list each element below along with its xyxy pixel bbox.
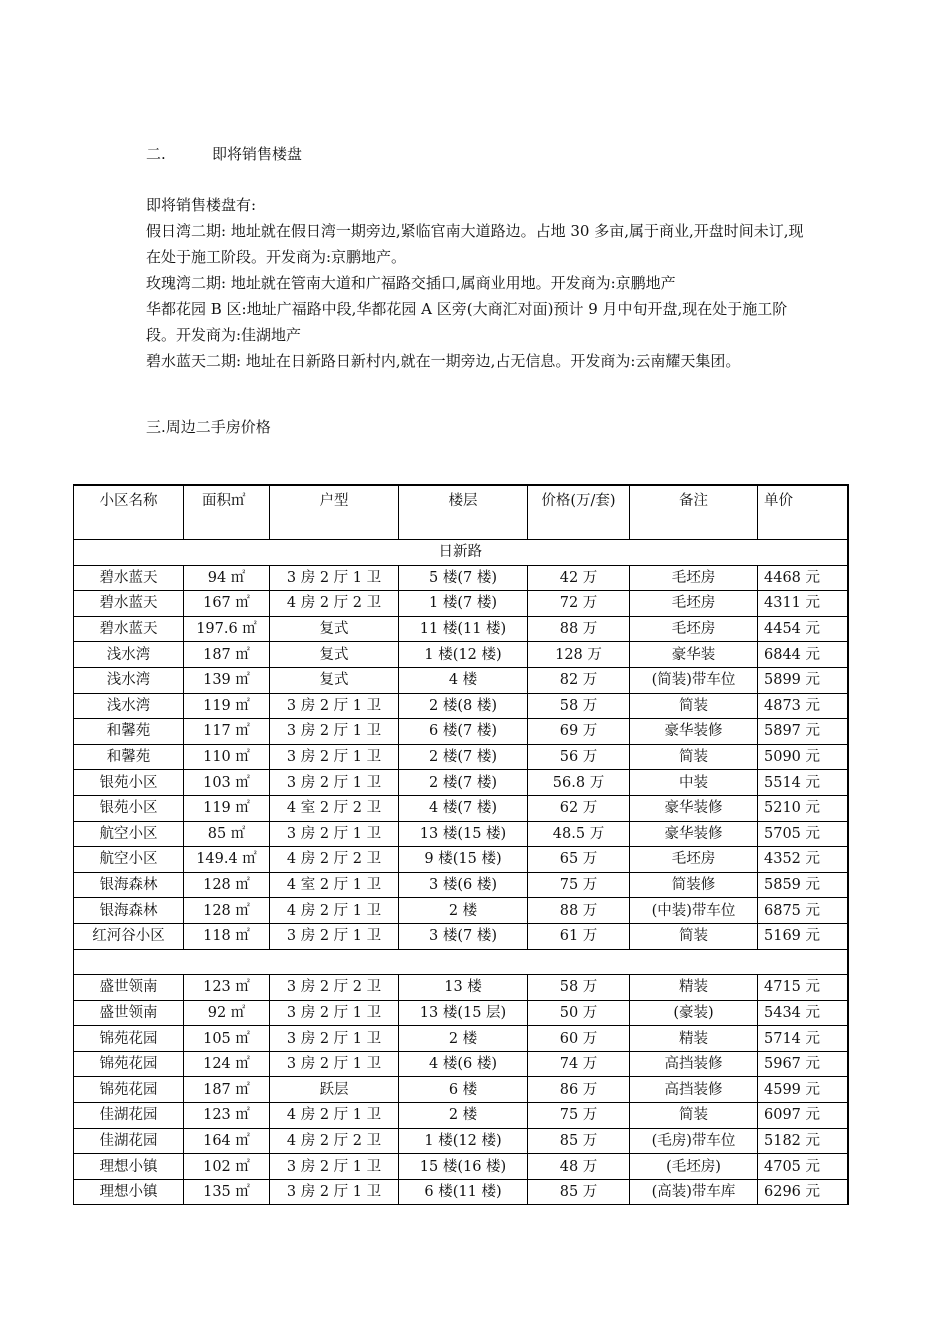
table-cell: 4873 元 bbox=[758, 693, 848, 719]
table-cell: 4599 元 bbox=[758, 1077, 848, 1103]
header-cell: 备注 bbox=[630, 485, 758, 540]
table-cell: 139 ㎡ bbox=[184, 667, 270, 693]
table-cell: 豪华装修 bbox=[630, 821, 758, 847]
table-cell: (毛坯房) bbox=[630, 1154, 758, 1180]
table-cell: 65 万 bbox=[528, 847, 630, 873]
table-cell: 3 房 2 厅 1 卫 bbox=[270, 770, 399, 796]
table-cell: 4 楼 bbox=[399, 667, 528, 693]
table-row bbox=[74, 923, 848, 949]
table-cell: 复式 bbox=[270, 642, 399, 668]
table-cell: 2 楼 bbox=[399, 1103, 528, 1129]
table-cell: 62 万 bbox=[528, 795, 630, 821]
table-cell: 164 ㎡ bbox=[184, 1128, 270, 1154]
table-cell: 航空小区 bbox=[74, 847, 184, 873]
paragraph-bishui-lantian: 碧水蓝天二期: 地址在日新路日新村内,就在一期旁边,占无信息。开发商为:云南耀天集团。 bbox=[146, 352, 741, 370]
header-cell: 面积㎡ bbox=[184, 485, 270, 540]
table-cell: 13 楼(15 层) bbox=[399, 1000, 528, 1026]
table-cell: 85 ㎡ bbox=[184, 821, 270, 847]
table-cell: 简装修 bbox=[630, 872, 758, 898]
table-cell: 简装 bbox=[630, 923, 758, 949]
table-cell: 豪华装 bbox=[630, 642, 758, 668]
table-cell: 4 房 2 厅 2 卫 bbox=[270, 847, 399, 873]
table-cell: 复式 bbox=[270, 667, 399, 693]
table-cell: 9 楼(15 楼) bbox=[399, 847, 528, 873]
table-cell: 6 楼(11 楼) bbox=[399, 1179, 528, 1205]
table-row bbox=[74, 719, 848, 745]
table-cell: 85 万 bbox=[528, 1179, 630, 1205]
table-row bbox=[74, 667, 848, 693]
table-cell: 48 万 bbox=[528, 1154, 630, 1180]
intro-line: 即将销售楼盘有: bbox=[146, 196, 257, 214]
table-cell: (中装)带车位 bbox=[630, 898, 758, 924]
table-cell: 5169 元 bbox=[758, 923, 848, 949]
table-cell: 5 楼(7 楼) bbox=[399, 565, 528, 591]
table-cell: 3 房 2 厅 1 卫 bbox=[270, 1154, 399, 1180]
table-row bbox=[74, 1000, 848, 1026]
table-cell: 简装 bbox=[630, 693, 758, 719]
table-cell: 11 楼(11 楼) bbox=[399, 616, 528, 642]
table-cell: 浅水湾 bbox=[74, 642, 184, 668]
table-row bbox=[74, 1051, 848, 1077]
table-cell: 74 万 bbox=[528, 1051, 630, 1077]
table-cell: 3 房 2 厅 2 卫 bbox=[270, 975, 399, 1001]
table-row bbox=[74, 1077, 848, 1103]
header-cell: 楼层 bbox=[399, 485, 528, 540]
table-cell: 5897 元 bbox=[758, 719, 848, 745]
table-cell: 5514 元 bbox=[758, 770, 848, 796]
table-cell: 锦苑花园 bbox=[74, 1026, 184, 1052]
table-cell: 123 ㎡ bbox=[184, 975, 270, 1001]
table-cell: 6 楼(7 楼) bbox=[399, 719, 528, 745]
table-cell: 3 房 2 厅 1 卫 bbox=[270, 821, 399, 847]
header-cell: 小区名称 bbox=[74, 485, 184, 540]
table-row bbox=[74, 821, 848, 847]
section-number: 二. bbox=[146, 145, 166, 163]
table-cell: 4 房 2 厅 2 卫 bbox=[270, 591, 399, 617]
table-cell: (高装)带车库 bbox=[630, 1179, 758, 1205]
table-cell: 5899 元 bbox=[758, 667, 848, 693]
table-cell: 5090 元 bbox=[758, 744, 848, 770]
table-cell: 117 ㎡ bbox=[184, 719, 270, 745]
table-cell: 4 房 2 厅 2 卫 bbox=[270, 1128, 399, 1154]
table-cell: 5210 元 bbox=[758, 795, 848, 821]
table-cell: 13 楼 bbox=[399, 975, 528, 1001]
table-cell: 187 ㎡ bbox=[184, 642, 270, 668]
table-row bbox=[74, 1026, 848, 1052]
table-cell: 4705 元 bbox=[758, 1154, 848, 1180]
table-cell: 4 室 2 厅 2 卫 bbox=[270, 795, 399, 821]
section-heading-prices: 三.周边二手房价格 bbox=[146, 418, 271, 436]
table-cell: 4311 元 bbox=[758, 591, 848, 617]
table-cell: 94 ㎡ bbox=[184, 565, 270, 591]
table-cell: 103 ㎡ bbox=[184, 770, 270, 796]
table-cell: 银苑小区 bbox=[74, 795, 184, 821]
table-cell: 2 楼(7 楼) bbox=[399, 770, 528, 796]
section-title: 即将销售楼盘 bbox=[212, 145, 303, 163]
table-row bbox=[74, 1154, 848, 1180]
table-cell: 毛坯房 bbox=[630, 591, 758, 617]
header-cell: 单价 bbox=[758, 485, 848, 540]
paragraph-holiday-bay: 假日湾二期: 地址就在假日湾一期旁边,紧临官南大道路边。占地 30 多亩,属于商业,开盘时间未订,现在处于施工阶段。开发商为:京鹏地产。 bbox=[146, 222, 804, 266]
table-cell: 锦苑花园 bbox=[74, 1051, 184, 1077]
table-cell: 3 房 2 厅 1 卫 bbox=[270, 1179, 399, 1205]
table-cell: 4 房 2 厅 1 卫 bbox=[270, 1103, 399, 1129]
table-cell: 盛世领南 bbox=[74, 975, 184, 1001]
table-cell: 105 ㎡ bbox=[184, 1026, 270, 1052]
upcoming-projects-text bbox=[146, 192, 814, 374]
table-cell: 82 万 bbox=[528, 667, 630, 693]
table-cell: 4468 元 bbox=[758, 565, 848, 591]
table-cell: 123 ㎡ bbox=[184, 1103, 270, 1129]
table-body bbox=[74, 540, 848, 1205]
table-cell: 3 房 2 厅 1 卫 bbox=[270, 693, 399, 719]
table-row bbox=[74, 642, 848, 668]
table-cell: 50 万 bbox=[528, 1000, 630, 1026]
table-cell: 4352 元 bbox=[758, 847, 848, 873]
table-cell: 和馨苑 bbox=[74, 719, 184, 745]
table-cell: 碧水蓝天 bbox=[74, 616, 184, 642]
table-cell: 3 房 2 厅 1 卫 bbox=[270, 719, 399, 745]
table-cell: 复式 bbox=[270, 616, 399, 642]
table-cell: 5967 元 bbox=[758, 1051, 848, 1077]
table-cell: 豪华装修 bbox=[630, 795, 758, 821]
table-cell: 3 房 2 厅 1 卫 bbox=[270, 1026, 399, 1052]
table-cell: 15 楼(16 楼) bbox=[399, 1154, 528, 1180]
table-row bbox=[74, 1103, 848, 1129]
table-cell: 110 ㎡ bbox=[184, 744, 270, 770]
table-cell: 3 房 2 厅 1 卫 bbox=[270, 1051, 399, 1077]
table-cell: 精装 bbox=[630, 975, 758, 1001]
table-cell: 149.4 ㎡ bbox=[184, 847, 270, 873]
table-cell: 跃层 bbox=[270, 1077, 399, 1103]
table-cell: 6296 元 bbox=[758, 1179, 848, 1205]
table-cell: 简装 bbox=[630, 744, 758, 770]
table-header-row bbox=[74, 485, 848, 540]
paragraph-rose-bay: 玫瑰湾二期: 地址就在管南大道和广福路交插口,属商业用地。开发商为:京鹏地产 bbox=[146, 274, 676, 292]
table-cell: 4 楼(7 楼) bbox=[399, 795, 528, 821]
table-cell: 碧水蓝天 bbox=[74, 591, 184, 617]
table-cell: 6 楼 bbox=[399, 1077, 528, 1103]
table-cell: 盛世领南 bbox=[74, 1000, 184, 1026]
table-cell: 119 ㎡ bbox=[184, 693, 270, 719]
table-row bbox=[74, 744, 848, 770]
table-cell: 128 ㎡ bbox=[184, 872, 270, 898]
group-label bbox=[74, 949, 848, 975]
table-cell: 理想小镇 bbox=[74, 1154, 184, 1180]
table-cell: 银海森林 bbox=[74, 872, 184, 898]
table-row bbox=[74, 847, 848, 873]
table-cell: 48.5 万 bbox=[528, 821, 630, 847]
table-cell: 2 楼(8 楼) bbox=[399, 693, 528, 719]
table-row bbox=[74, 898, 848, 924]
paragraph-huadu-garden: 华都花园 B 区:地址广福路中段,华都花园 A 区旁(大商汇对面)预计 9 月中旬开盘,现在处于施工阶段。开发商为:佳湖地产 bbox=[146, 300, 788, 344]
table-cell: 3 房 2 厅 1 卫 bbox=[270, 565, 399, 591]
table-cell: 5434 元 bbox=[758, 1000, 848, 1026]
table-cell: 5182 元 bbox=[758, 1128, 848, 1154]
table-cell: 中装 bbox=[630, 770, 758, 796]
table-cell: 6097 元 bbox=[758, 1103, 848, 1129]
header-cell: 户型 bbox=[270, 485, 399, 540]
table-cell: 187 ㎡ bbox=[184, 1077, 270, 1103]
table-cell: 124 ㎡ bbox=[184, 1051, 270, 1077]
table-cell: 和馨苑 bbox=[74, 744, 184, 770]
table-cell: 1 楼(12 楼) bbox=[399, 1128, 528, 1154]
table-cell: 航空小区 bbox=[74, 821, 184, 847]
table-cell: 浅水湾 bbox=[74, 667, 184, 693]
table-cell: 135 ㎡ bbox=[184, 1179, 270, 1205]
table-cell: 75 万 bbox=[528, 872, 630, 898]
table-cell: 浅水湾 bbox=[74, 693, 184, 719]
table-cell: 精装 bbox=[630, 1026, 758, 1052]
table-group-row bbox=[74, 949, 848, 975]
table-cell: 72 万 bbox=[528, 591, 630, 617]
table-cell: 118 ㎡ bbox=[184, 923, 270, 949]
table-cell: 银海森林 bbox=[74, 898, 184, 924]
table-cell: 13 楼(15 楼) bbox=[399, 821, 528, 847]
table-cell: 4 室 2 厅 1 卫 bbox=[270, 872, 399, 898]
table-group-row bbox=[74, 540, 848, 566]
table-row bbox=[74, 693, 848, 719]
table-cell: 2 楼(7 楼) bbox=[399, 744, 528, 770]
table-cell: (简装)带车位 bbox=[630, 667, 758, 693]
table-cell: 锦苑花园 bbox=[74, 1077, 184, 1103]
table-row bbox=[74, 565, 848, 591]
table-cell: 119 ㎡ bbox=[184, 795, 270, 821]
table-cell: 42 万 bbox=[528, 565, 630, 591]
table-cell: 86 万 bbox=[528, 1077, 630, 1103]
table-cell: 4715 元 bbox=[758, 975, 848, 1001]
second-hand-price-table bbox=[73, 484, 849, 1205]
table-cell: 5714 元 bbox=[758, 1026, 848, 1052]
table-cell: 6844 元 bbox=[758, 642, 848, 668]
table-cell: 毛坯房 bbox=[630, 565, 758, 591]
table-cell: 92 ㎡ bbox=[184, 1000, 270, 1026]
table-cell: 58 万 bbox=[528, 975, 630, 1001]
table-cell: 6875 元 bbox=[758, 898, 848, 924]
table-cell: 56 万 bbox=[528, 744, 630, 770]
table-cell: 红河谷小区 bbox=[74, 923, 184, 949]
table-cell: 毛坯房 bbox=[630, 847, 758, 873]
table-cell: 3 楼(6 楼) bbox=[399, 872, 528, 898]
table-cell: 简装 bbox=[630, 1103, 758, 1129]
table-cell: 理想小镇 bbox=[74, 1179, 184, 1205]
table-cell: (豪装) bbox=[630, 1000, 758, 1026]
table-cell: 佳湖花园 bbox=[74, 1128, 184, 1154]
table-cell: 佳湖花园 bbox=[74, 1103, 184, 1129]
table-cell: 2 楼 bbox=[399, 1026, 528, 1052]
table-row bbox=[74, 591, 848, 617]
table-cell: 高挡装修 bbox=[630, 1077, 758, 1103]
table-cell: 75 万 bbox=[528, 1103, 630, 1129]
table-row bbox=[74, 616, 848, 642]
table-cell: 3 楼(7 楼) bbox=[399, 923, 528, 949]
table-cell: 银苑小区 bbox=[74, 770, 184, 796]
table-cell: 69 万 bbox=[528, 719, 630, 745]
table-cell: 128 ㎡ bbox=[184, 898, 270, 924]
table-cell: 4 房 2 厅 1 卫 bbox=[270, 898, 399, 924]
header-cell: 价格(万/套) bbox=[528, 485, 630, 540]
group-label: 日新路 bbox=[74, 540, 848, 566]
table-row bbox=[74, 770, 848, 796]
table-cell: 60 万 bbox=[528, 1026, 630, 1052]
table-cell: 5859 元 bbox=[758, 872, 848, 898]
table-cell: 4454 元 bbox=[758, 616, 848, 642]
table-row bbox=[74, 1128, 848, 1154]
table-row bbox=[74, 975, 848, 1001]
table-cell: 3 房 2 厅 1 卫 bbox=[270, 1000, 399, 1026]
table-cell: 88 万 bbox=[528, 616, 630, 642]
table-row bbox=[74, 1179, 848, 1205]
table-cell: 豪华装修 bbox=[630, 719, 758, 745]
table-cell: 4 楼(6 楼) bbox=[399, 1051, 528, 1077]
table-cell: 88 万 bbox=[528, 898, 630, 924]
table-cell: 1 楼(7 楼) bbox=[399, 591, 528, 617]
table-cell: 56.8 万 bbox=[528, 770, 630, 796]
table-cell: 128 万 bbox=[528, 642, 630, 668]
table-cell: (毛房)带车位 bbox=[630, 1128, 758, 1154]
table-cell: 85 万 bbox=[528, 1128, 630, 1154]
table-cell: 1 楼(12 楼) bbox=[399, 642, 528, 668]
table-cell: 高挡装修 bbox=[630, 1051, 758, 1077]
table-row bbox=[74, 872, 848, 898]
table-cell: 5705 元 bbox=[758, 821, 848, 847]
table-cell: 碧水蓝天 bbox=[74, 565, 184, 591]
table-row bbox=[74, 795, 848, 821]
table-cell: 3 房 2 厅 1 卫 bbox=[270, 923, 399, 949]
table-cell: 毛坯房 bbox=[630, 616, 758, 642]
table-cell: 58 万 bbox=[528, 693, 630, 719]
table-cell: 2 楼 bbox=[399, 898, 528, 924]
table-cell: 3 房 2 厅 1 卫 bbox=[270, 744, 399, 770]
table-cell: 102 ㎡ bbox=[184, 1154, 270, 1180]
section-heading-upcoming bbox=[146, 144, 302, 164]
table-cell: 167 ㎡ bbox=[184, 591, 270, 617]
table-cell: 61 万 bbox=[528, 923, 630, 949]
table-cell: 197.6 ㎡ bbox=[184, 616, 270, 642]
